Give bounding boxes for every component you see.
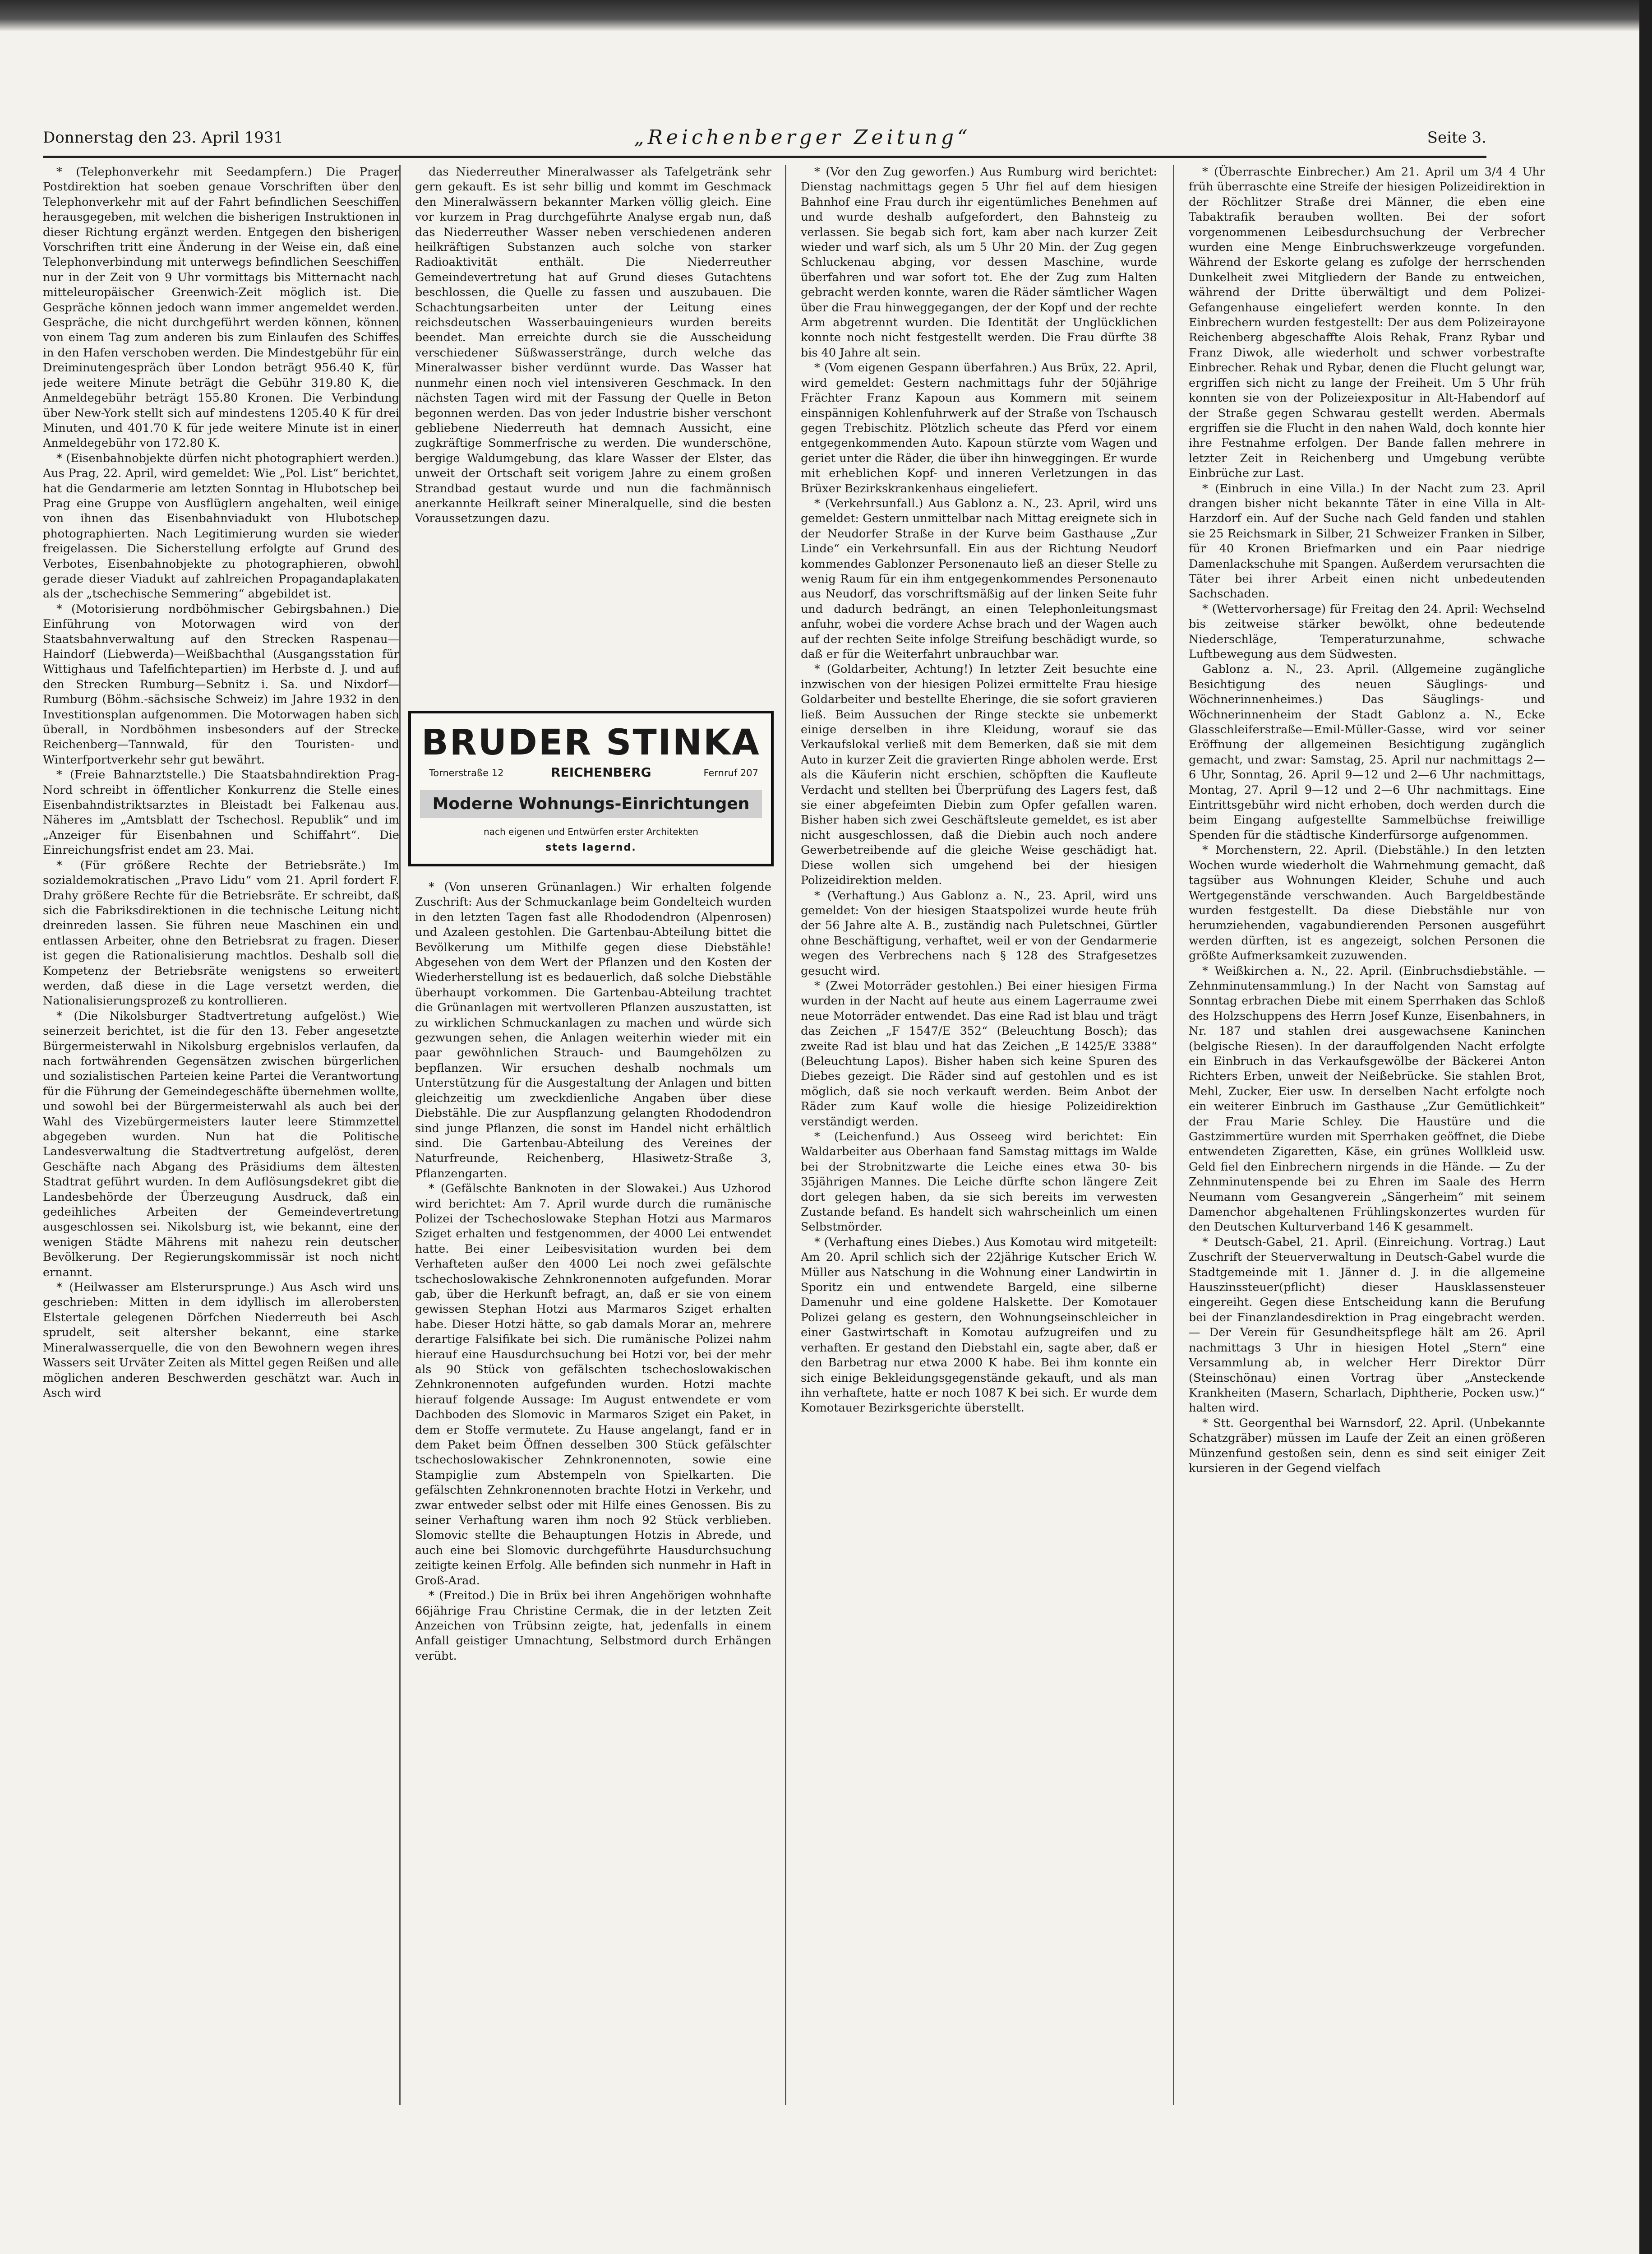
column-rule	[399, 165, 401, 2105]
article-paragraph: * (Freitod.) Die in Brüx bei ihren Angehörigen wohnhafte 66jährige Frau Christine Cermak, die in der letzten Zeit Anzeichen von Trübsinn zeigte, hat, jedenfalls in einem Anfall geistiger Umnachtung, Selbstmord durch Erhängen verübt.	[415, 1589, 771, 1663]
ad-phone: Fernruf 207	[703, 768, 758, 778]
article-paragraph: das Niederreuther Mineralwasser als Tafelgetränk sehr gern gekauft. Es ist sehr billig und kommt im Geschmack den Mineralwässern bekannter Marken völlig gleich. Eine vor kurzem in Prag durchgeführte Analyse ergab nun, daß das Niederreuther Wasser neben verschiedenen anderen heilkräftigen Substanzen auch solche von starker Radioaktivität enthält. Die Niederreuther Gemeindevertretung hat auf Grund dieses Gutachtens beschlossen, die Quelle zu fassen und auszubauen. Die Schachtungsarbeiten unter der Leitung eines reichsdeutschen Wasserbauingenieurs wurden bereits beendet. Man erreichte durch sie die Ausscheidung verschiedener Süßwasserstränge, durch welche das Mineralwasser bisher verdünnt wurde. Das Wasser hat nunmehr einen noch viel intensiveren Geschmack. In den nächsten Tagen wird mit der Fassung der Quelle in Beton begonnen werden. Das von jeder Industrie bisher verschont gebliebene Niederreuth hat demnach Aussicht, eine zugkräftige Sommerfrische zu werden. Die wunderschöne, bergige Waldumgebung, das klare Wasser der Elster, das unweit der Ortschaft seit vorigem Jahre zu einem großen Strandbad gestaut wurde und nun die fachmännisch anerkannte Heilkraft seiner Mineralquelle, sind die besten Voraussetzungen dazu.	[415, 165, 771, 526]
article-paragraph: * (Verkehrsunfall.) Aus Gablonz a. N., 23. April, wird uns gemeldet: Gestern unmittelbar nach Mittag ereignete sich in der Neudorfer Straße in der Kurve beim Gasthause „Zur Linde“ ein Verkehrsunfall. Ein aus der Richtung Neudorf kommendes Gablonzer Personenauto ließ an dieser Stelle zu wenig Raum für ein ihm entgegenkommendes Personenauto aus Neudorf, das vorschriftsmäßig auf der linken Seite fuhr und dadurch bedrängt, an einen Telephonleitungsmast anfuhr, wobei die vordere Achse brach und der Wagen auch auf der rechten Seite infolge Streifung beschädigt wurde, so daß er für die Weiterfahrt unbrauchbar war.	[801, 496, 1157, 661]
article-paragraph: * (Telephonverkehr mit Seedampfern.) Die Prager Postdirektion hat soeben genaue Vorschriften über den Telephonverkehr mit auf der Fahrt befindlichen Seeschiffen herausgegeben, mit welchen die bisherigen Instruktionen in dieser Richtung ergänzt werden. Entgegen den bisherigen Vorschriften tritt eine Änderung in der Weise ein, daß eine Telephonverbindung mit unterwegs befindlichen Seeschiffen nur in der Zeit von 9 Uhr vormittags bis Mitternacht nach mitteleuropäischer Greenwich-Zeit möglich ist. Die Gespräche können jedoch wann immer angemeldet werden. Gespräche, die nicht durchgeführt werden können, können von einem Tag zum anderen bis zum Einlaufen des Schiffes in den Hafen verschoben werden. Die Mindestgebühr für ein Dreiminutengespräch über London beträgt 956.40 K, für jede weitere Minute beträgt die Gebühr 319.80 K, die Anmeldegebühr beträgt 155.80 Kronen. Die Verbindung über New-York stellt sich auf mindestens 1205.40 K für drei Minuten, und 401.70 K für jede weitere Minute ist in einer Anmeldegebühr von 172.80 K.	[43, 165, 399, 450]
article-paragraph: * (Verhaftung.) Aus Gablonz a. N., 23. April, wird uns gemeldet: Von der hiesigen Staatspolizei wurde heute früh der 56 Jahre alte A. B., zuständig nach Puletschnei, Gürtler ohne Beschäftigung, verhaftet, weil er von der Gendarmerie wegen des Verbrechens nach § 128 des Strafgesetzes gesucht wird.	[801, 889, 1157, 978]
ad-address: Tornerstraße 12	[429, 768, 504, 778]
advertisement-bruder-stinka	[408, 711, 774, 866]
ad-slogan: Moderne Wohnungs-Einrichtungen	[420, 790, 762, 818]
newspaper-title: „Reichenberger Zeitung“	[634, 126, 971, 149]
article-paragraph: * (Gefälschte Banknoten in der Slowakei.) Aus Uzhorod wird berichtet: Am 7. April wurde durch die rumänische Polizei der Tschechoslowake Stephan Hotzi aus Marmaros Sziget erhalten und festgenommen, der 4000 Lei entwendet hatte. Bei einer Leibesvisitation wurden bei dem Verhafteten außer den 4000 Lei noch zwei gefälschte tschechoslowakische Zehnkronennoten aufgefunden. Morar gab, über die Herkunft befragt, an, daß er sie von einem gewissen Stephan Hotzi aus Marmaros Sziget erhalten habe. Dieser Hotzi hätte, so gab damals Morar an, mehrere derartige Falsifikate bei sich. Die rumänische Polizei nahm hierauf eine Hausdurchsuchung bei Hotzi vor, bei der mehr als 90 Stück von gefälschten tschechoslowakischen Zehnkronennoten aufgefunden wurden. Hotzi machte hierauf folgende Aussage: Im August entwendete er vom Dachboden des Slomovic in Marmaros Sziget ein Paket, in dem er Stoffe vermutete. Zu Hause angelangt, fand er in dem Paket beim Öffnen desselben 300 Stück gefälschter tschechoslowakischer Zehnkronennoten, sowie eine Stampiglie zum Abstempeln von Spielkarten. Die gefälschten Zehnkronennoten brachte Hotzi in Verkehr, und zwar entweder selbst oder mit Hilfe eines Genossen. Bis zu seiner Verhaftung waren ihm noch 92 Stück verblieben. Slomovic stellte die Behauptungen Hotzis in Abrede, und auch eine bei Slomovic durchgeführte Hausdurchsuchung zeitigte keinen Erfolg. Alle befinden sich nunmehr in Haft in Groß-Arad.	[415, 1182, 771, 1588]
article-paragraph: * (Heilwasser am Elsterursprunge.) Aus Asch wird uns geschrieben: Mitten in dem idyllisch im allerobersten Elstertale gelegenen Dörfchen Niederreuth bei Asch sprudelt, seit altersher bekannt, eine starke Mineralwasserquelle, die von den Bewohnern wegen ihres Wassers seit Urväter Zeiten als Mittel gegen Reißen und alle möglichen anderen Beschwerden geschätzt war. Auch in Asch wird	[43, 1281, 399, 1400]
article-paragraph: * (Die Nikolsburger Stadtvertretung aufgelöst.) Wie seinerzeit berichtet, ist die für den 13. Feber angesetzte Bürgermeisterwahl in Nikolsburg ergebnislos verlaufen, da nach fortwährenden Gegensätzen zwischen bürgerlichen und sozialistischen Parteien keine Partei die Verantwortung für die Führung der Gemeindegeschäfte übernehmen wollte, und sowohl bei der Bürgermeisterwahl als auch bei der Wahl des Vizebürgermeisters lauter leere Stimmzettel abgegeben wurden. Nun hat die Politische Landesverwaltung die Stadtvertretung aufgelöst, deren Geschäfte nach Abgang des Präsidiums dem ältesten Stadtrat geführt wurden. In dem Auflösungsdekret gibt die Landesbehörde der Überzeugung Ausdruck, daß ein gedeihliches Arbeiten der Gemeindevertretung ausgeschlossen sei. Nikolsburg ist, wie bekannt, eine der wenigen Städte Mährens mit nahezu rein deutscher Bevölkerung. Der Regierungskommissär ist noch nicht ernannt.	[43, 1009, 399, 1279]
issue-date: Donnerstag den 23. April 1931	[43, 129, 283, 147]
article-paragraph: * (Einbruch in eine Villa.) In der Nacht zum 23. April drangen bisher nicht bekannte Täter in eine Villa in Alt-Harzdorf ein. Auf der Suche nach Geld fanden und stahlen sie 25 Reichsmark in Silber, 21 Schweizer Franken in Silber, für 40 Kronen Briefmarken und ein Paar niedrige Damenlackschuhe mit Spangen. Außerdem verursachten die Täter bei ihrer Arbeit einen nicht unbedeutenden Sachschaden.	[1189, 481, 1545, 601]
article-paragraph: * (Vom eigenen Gespann überfahren.) Aus Brüx, 22. April, wird gemeldet: Gestern nachmittags fuhr der 50jährige Frächter Franz Kapoun aus Kommern mit seinem einspännigen Kohlenfuhrwerk auf der Straße von Tschausch gegen Trebischitz. Plötzlich scheute das Pferd vor einem entgegenkommenden Auto. Kapoun stürzte vom Wagen und geriet unter die Räder, die über ihn hinweggingen. Er wurde mit erheblichen Kopf- und inneren Verletzungen in das Brüxer Bezirkskrankenhaus eingeliefert.	[801, 361, 1157, 495]
column-4	[1189, 165, 1545, 2105]
article-paragraph: * (Wettervorhersage) für Freitag den 24. April: Wechselnd bis zeitweise stärker bewölkt, ohne bedeutende Niederschläge, Temperaturzunahme, schwache Luftbewegung aus dem Südwesten.	[1189, 602, 1545, 661]
ad-subline: nach eigenen und Entwürfen erster Architekten	[484, 826, 698, 837]
column-1	[43, 165, 399, 2105]
article-paragraph: * (Für größere Rechte der Betriebsräte.) Im sozialdemokratischen „Pravo Lidu“ vom 21. April fordert F. Drahy größere Rechte für die Betriebsräte. Er schreibt, daß sich die Fabriksdirektionen in die technische Leitung nicht dreinreden lassen. Sie führen neue Maschinen ein und entlassen Arbeiter, ohne den Betriebsrat zu fragen. Dieser ist gegen die Rationalisierung machtlos. Deshalb soll die Kompetenz der Betriebsräte wenigstens so erweitert werden, daß diese in die Lage versetzt werden, die Nationalisierungsprozeß zu kontrollieren.	[43, 858, 399, 1008]
article-paragraph: * (Eisenbahnobjekte dürfen nicht photographiert werden.) Aus Prag, 22. April, wird gemeldet: Wie „Pol. List“ berichtet, hat die Gendarmerie am letzten Sonntag in Hlubotschep bei Prag eine Gruppe von Ausflüglern angehalten, weil einige von ihnen das Eisenbahnviadukt von Hlubotschep photographierten. Nach Legitimierung wurden sie wieder freigelassen. Die Sicherstellung erfolgte auf Grund des Verbotes, Eisenbahnobjekte zu photographieren, obwohl gerade dieser Viadukt auf zahlreichen Propagandaplakaten als der „tschechische Semmering“ abgebildet ist.	[43, 451, 399, 601]
scan-edge-top	[0, 0, 1652, 32]
article-paragraph: Gablonz a. N., 23. April. (Allgemeine zugängliche Besichtigung des neuen Säuglings- und Wöchnerinnenheimes.) Das Säuglings- und Wöchnerinnenheim der Stadt Gablonz a. N., Ecke Glasschleiferstraße—Emil-Müller-Gasse, wird vor seiner Eröffnung der allgemeinen Besichtigung zugänglich gemacht, und zwar: Samstag, 25. April nur nachmittags 2—6 Uhr, Sonntag, 26. April 9—12 und 2—6 Uhr nachmittags, Montag, 27. April 9—12 und 2—6 Uhr nachmittags. Eine Eintrittsgebühr wird nicht erhoben, doch werden durch die beim Eingang aufgestellte Sammelbüchse freiwillige Spenden für die städtische Kinderfürsorge aufgenommen.	[1189, 662, 1545, 842]
article-paragraph: * (Freie Bahnarztstelle.) Die Staatsbahndirektion Prag-Nord schreibt in öffentlicher Konkurrenz die Stelle eines Eisenbahndistriktsarztes in Bleistadt bei Falkenau aus. Näheres im „Amtsblatt der Tschechosl. Republik“ und im „Anzeiger für Eisenbahnen und Schiffahrt“. Die Einreichungsfrist endet am 23. Mai.	[43, 768, 399, 857]
article-paragraph: * (Verhaftung eines Diebes.) Aus Komotau wird mitgeteilt: Am 20. April schlich sich der 22jährige Kutscher Erich W. Müller aus Natschung in die Wohnung einer Landwirtin in Sporitz ein und entwendete Bargeld, eine silberne Damenuhr und eine goldene Halskette. Der Komotauer Polizei gelang es gestern, den Wohnungseinschleicher in einer Gastwirtschaft in Komotau aufzugreifen und zu verhaften. Er gestand den Diebstahl ein, sagte aber, daß er den Barbetrag nur etwa 2000 K habe. Bei ihm konnte ein sich einige Bekleidungsgegenstände gekauft, und als man ihn verhaftete, hatte er noch 1087 K bei sich. Er wurde dem Komotauer Bezirksgerichte überstellt.	[801, 1235, 1157, 1415]
ad-city: REICHENBERG	[551, 765, 651, 780]
column-3	[801, 165, 1157, 2105]
article-paragraph: * Weißkirchen a. N., 22. April. (Einbruchsdiebstähle. — Zehnminutensammlung.) In der Nacht von Samstag auf Sonntag erbrachen Diebe mit einem Sperrhaken das Schloß des Holzschuppens des Herrn Josef Kunze, Eisenbahners, in Nr. 187 und stahlen drei ausgewachsene Kaninchen (belgische Riesen). In der darauffolgenden Nacht erfolgte ein Einbruch in das Verkaufsgewölbe der Bäckerei Anton Richters Erben, unweit der Neißebrücke. Sie stahlen Brot, Mehl, Zucker, Eier usw. In derselben Nacht erfolgte noch ein weiterer Einbruch im Gasthause „Zur Gemütlichkeit“ der Frau Marie Schley. Die Haustüre und die Gastzimmertüre wurden mit Sperrhaken geöffnet, die Diebe entwendeten Zigaretten, Käse, ein grünes Wollkleid usw. Geld fiel den Einbrechern nirgends in die Hände. — Zu der Zehnminutenspende bei zu Ehren im Saale des Herrn Neumann vom Gesangverein „Sängerheim“ mit seinem Damenchor abgehaltenen Frühlingskonzertes wurden für den Deutschen Kulturverband 146 K gesammelt.	[1189, 964, 1545, 1234]
column-2-bottom	[415, 880, 771, 2105]
article-paragraph: * (Leichenfund.) Aus Osseeg wird berichtet: Ein Waldarbeiter aus Oberhaan fand Samstag mittags im Walde bei der Strobnitzwarte die Leiche eines etwa 30- bis 35jährigen Mannes. Die Leiche dürfte schon längere Zeit dort gelegen haben, da sie sich bereits im verwesten Zustande befand. Es handelt sich wahrscheinlich um einen Selbstmörder.	[801, 1130, 1157, 1234]
article-paragraph: * (Goldarbeiter, Achtung!) In letzter Zeit besuchte eine inzwischen von der hiesigen Polizei ermittelte Frau hiesige Goldarbeiter und bestellte Eheringe, die sie sofort gravieren ließ. Beim Aussuchen der Ringe steckte sie unbemerkt einige derselben in ihre Kleidung, worauf sie das Verkaufslokal verließ mit dem Bemerken, daß sie mit dem Auto in kurzer Zeit die gravierten Ringe abholen werde. Erst als die Käuferin nicht erschien, schöpften die Kaufleute Verdacht und stellten bei Überprüfung des Lagers fest, daß sie einer abgefeimten Diebin zum Opfer gefallen waren. Bisher haben sich zwei Geschäftsleute gemeldet, es ist aber nicht ausgeschlossen, daß die Diebin auch noch andere Gewerbetreibende auf die gleiche Weise geschädigt hat. Diese wollen sich umgehend bei der hiesigen Polizeidirektion melden.	[801, 662, 1157, 888]
article-paragraph: * Deutsch-Gabel, 21. April. (Einreichung. Vortrag.) Laut Zuschrift der Steuerverwaltung in Deutsch-Gabel wurde die Stadtgemeinde mit 1. Jänner d. J. in die allgemeine Hauszinssteuer(pflicht) dieser Hausklassensteuer eingereiht. Gegen diese Entscheidung kann die Berufung bei der Finanzlandesdirektion in Prag eingebracht werden. — Der Verein für Gesundheitspflege hält am 26. April nachmittags 3 Uhr in hiesigen Hotel „Stern“ eine Versammlung ab, in welcher Herr Direktor Dürr (Steinschönau) einen Vortrag über „Ansteckende Krankheiten (Masern, Scharlach, Diphtherie, Pocken usw.)“ halten wird.	[1189, 1235, 1545, 1415]
ad-stock-note: stets lagernd.	[545, 842, 637, 853]
article-paragraph: * (Zwei Motorräder gestohlen.) Bei einer hiesigen Firma wurden in der Nacht auf heute aus einem Lagerraume zwei neue Motorräder entwendet. Das eine Rad ist blau und trägt das Zeichen „F 1547/E 352“ (Beleuchtung Bosch); das zweite Rad ist blau und hat das Zeichen „E 1425/E 3388“ (Beleuchtung Lapos). Bisher haben sich keine Spuren des Diebes gezeigt. Die Räder sind auf gestohlen und es ist möglich, daß sie noch verkauft werden. Beim Anbot der Räder zum Kauf wolle die hiesige Polizeidirektion verständigt werden.	[801, 979, 1157, 1129]
article-paragraph: * Stt. Georgenthal bei Warnsdorf, 22. April. (Unbekannte Schatzgräber) müssen im Laufe der Zeit an einen größeren Münzenfund gestoßen sein, denn es sind seit einiger Zeit kursieren in der Gegend vielfach	[1189, 1416, 1545, 1475]
page-header	[43, 126, 1486, 158]
article-paragraph: * (Überraschte Einbrecher.) Am 21. April um 3/4 4 Uhr früh überraschte eine Streife der hiesigen Polizeidirektion in der Röchlitzer Straße drei Männer, die eben eine Tabaktrafik berauben wollten. Bei der sofort vorgenommenen Leibesdurchsuchung der Verbrecher wurden eine Menge Einbruchswerkzeuge vorgefunden. Während der Eskorte gelang es zufolge der herrschenden Dunkelheit zwei Mitgliedern der Bande zu entweichen, während der Dritte überwältigt und dem Polizei-Gefangenhause eingeliefert werden konnte. In den Einbrechern wurden festgestellt: Der aus dem Polizeirayone Reichenberg abgeschaffte Alois Rehak, Franz Rybar und Franz Diwok, alle wiederholt und schwer vorbestrafte Einbrecher. Rehak und Rybar, denen die Flucht gelungt war, ergriffen sich nicht zu lange der Freiheit. Um 5 Uhr früh konnten sie von der Polizeiexpositur in Alt-Habendorf auf der Straße gegen Schwarau gestellt werden. Abermals ergriffen sie die Flucht in den nahen Wald, doch konnte hier ihre Festnahme erfolgen. Der Bande fallen mehrere in letzter Zeit in Reichenberg und Umgebung verübte Einbrüche zur Last.	[1189, 165, 1545, 481]
column-2-top	[415, 165, 771, 702]
column-rule	[1173, 165, 1174, 2105]
article-paragraph: * Morchenstern, 22. April. (Diebstähle.) In den letzten Wochen wurde wiederholt die Wahrnehmung gemacht, daß tagsüber aus Wohnungen Kleider, Schuhe und auch Wertgegenstände verschwanden. Auch Bargeldbestände wurden festgestellt. Da diese Diebstähle nur von herumziehenden, vagabundierenden Personen ausgeführt werden dürften, ist es angezeigt, solchen Personen die größte Aufmerksamkeit zuzuwenden.	[1189, 843, 1545, 963]
article-paragraph: * (Von unseren Grünanlagen.) Wir erhalten folgende Zuschrift: Aus der Schmuckanlage beim Gondelteich wurden in den letzten Tagen fast alle Rhododendron (Alpenrosen) und Azaleen gestohlen. Die Gartenbau-Abteilung bittet die Bevölkerung um Mithilfe gegen diese Diebstähle! Abgesehen von dem Wert der Pflanzen und den Kosten der Wiederherstellung ist es bedauerlich, daß solche Diebstähle überhaupt vorkommen. Die Gartenbau-Abteilung trachtet die Grünanlagen mit wertvolleren Pflanzen auszustatten, ist zu wirklichen Schmuckanlagen zu machen und würde sich gezwungen sehen, die Anlagen weiterhin wieder mit ein paar gewöhnlichen Strauch- und Baumgehölzen zu bepflanzen. Wir ersuchen deshalb nochmals um Unterstützung für die Ausgestaltung der Anlagen und bitten gleichzeitig um zweckdienliche Angaben über diese Diebstähle. Die zur Auspflanzung gelangten Rhododendron sind junge Pflanzen, die sonst im Handel nicht erhältlich sind. Die Gartenbau-Abteilung des Vereines der Naturfreunde, Reichenberg, Hlasiwetz-Straße 3, Pflanzengarten.	[415, 880, 771, 1180]
ad-contact-line	[429, 765, 758, 780]
ad-company-name: BRUDER STINKA	[421, 722, 761, 763]
column-rule	[785, 165, 786, 2105]
page-number: Seite 3.	[1427, 129, 1486, 147]
article-paragraph: * (Vor den Zug geworfen.) Aus Rumburg wird berichtet: Dienstag nachmittags gegen 5 Uhr fiel auf dem hiesigen Bahnhof eine Frau durch ihr eigentümliches Benehmen auf und wurde deshalb aufgefordert, den Bahnsteig zu verlassen. Sie begab sich fort, kam aber nach kurzer Zeit wieder und warf sich, als um 5 Uhr 20 Min. der Zug gegen Schluckenau abging, vor dessen Maschine, wurde überfahren und war sofort tot. Ehe der Zug zum Halten gebracht werden konnte, waren die Räder sämtlicher Wagen über die Frau hinweggegangen, der der Kopf und der rechte Arm abgetrennt wurden. Die Identität der Unglücklichen konnte noch nicht festgestellt werden. Die Frau dürfte 38 bis 40 Jahre alt sein.	[801, 165, 1157, 360]
scan-edge-right	[1639, 0, 1652, 2254]
article-paragraph: * (Motorisierung nordböhmischer Gebirgsbahnen.) Die Einführung von Motorwagen wird von der Staatsbahnverwaltung auf den Strecken Raspenau—Haindorf (Liebwerda)—Weißbachthal (Ausgangsstation für Wittighaus und Tafelfichtepartien) im Herbste d. J. und auf den Strecken Rumburg—Sebnitz i. Sa. und Nixdorf—Rumburg (Böhm.-sächsische Schweiz) im Jahre 1932 in den Investitionsplan aufgenommen. Die Motorwagen haben sich überall, in Nordböhmen insbesonders auf der Strecke Reichenberg—Tannwald, für den Touristen- und Winterfportverkehr sehr gut bewährt.	[43, 602, 399, 767]
